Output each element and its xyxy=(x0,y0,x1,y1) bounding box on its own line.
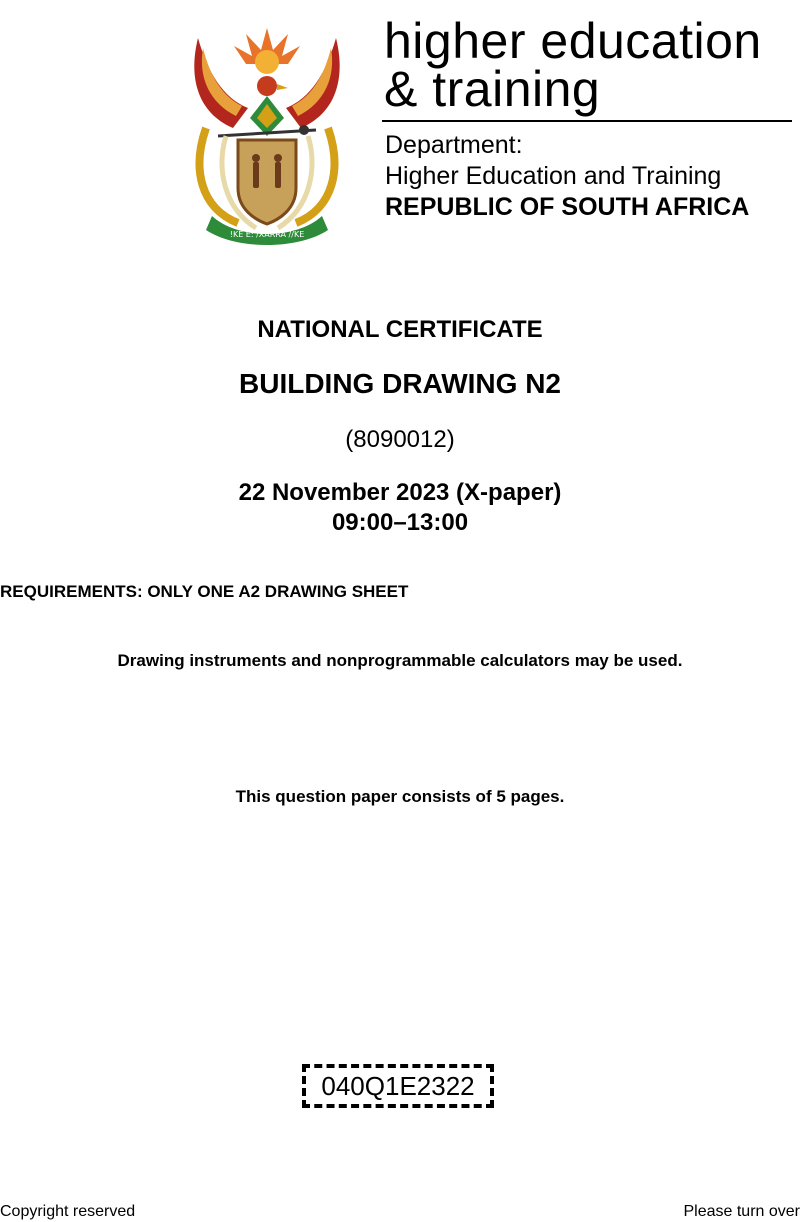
department-label: Department: xyxy=(385,131,523,159)
exam-time: 09:00–13:00 xyxy=(331,509,469,536)
sun-icon xyxy=(234,28,300,74)
paper-code: 040Q1E2322 xyxy=(321,1071,475,1101)
subject-code: (8090012) xyxy=(345,426,455,453)
country-name: REPUBLIC OF SOUTH AFRICA xyxy=(385,193,750,221)
footer-turn-over: Please turn over xyxy=(683,1203,800,1220)
certificate-title: NATIONAL CERTIFICATE xyxy=(257,316,543,343)
motto-text: !KE E: /XARRA //KE xyxy=(229,230,305,239)
brand-divider xyxy=(382,120,792,122)
exam-date: 22 November 2023 (X-paper) xyxy=(238,479,562,506)
requirements-text: REQUIREMENTS: ONLY ONE A2 DRAWING SHEET xyxy=(0,582,409,601)
pages-note: This question paper consists of 5 pages. xyxy=(235,787,565,806)
department-name: Higher Education and Training xyxy=(385,162,722,190)
brand-title-line-1: higher education xyxy=(384,13,762,69)
brand-title-line-2: & training xyxy=(384,61,601,117)
coat-of-arms-logo xyxy=(178,18,356,248)
subject-title: BUILDING DRAWING N2 xyxy=(239,368,561,399)
footer-copyright: Copyright reserved xyxy=(0,1203,136,1220)
instruments-note: Drawing instruments and nonprogrammable calculators may be used. xyxy=(117,651,683,670)
